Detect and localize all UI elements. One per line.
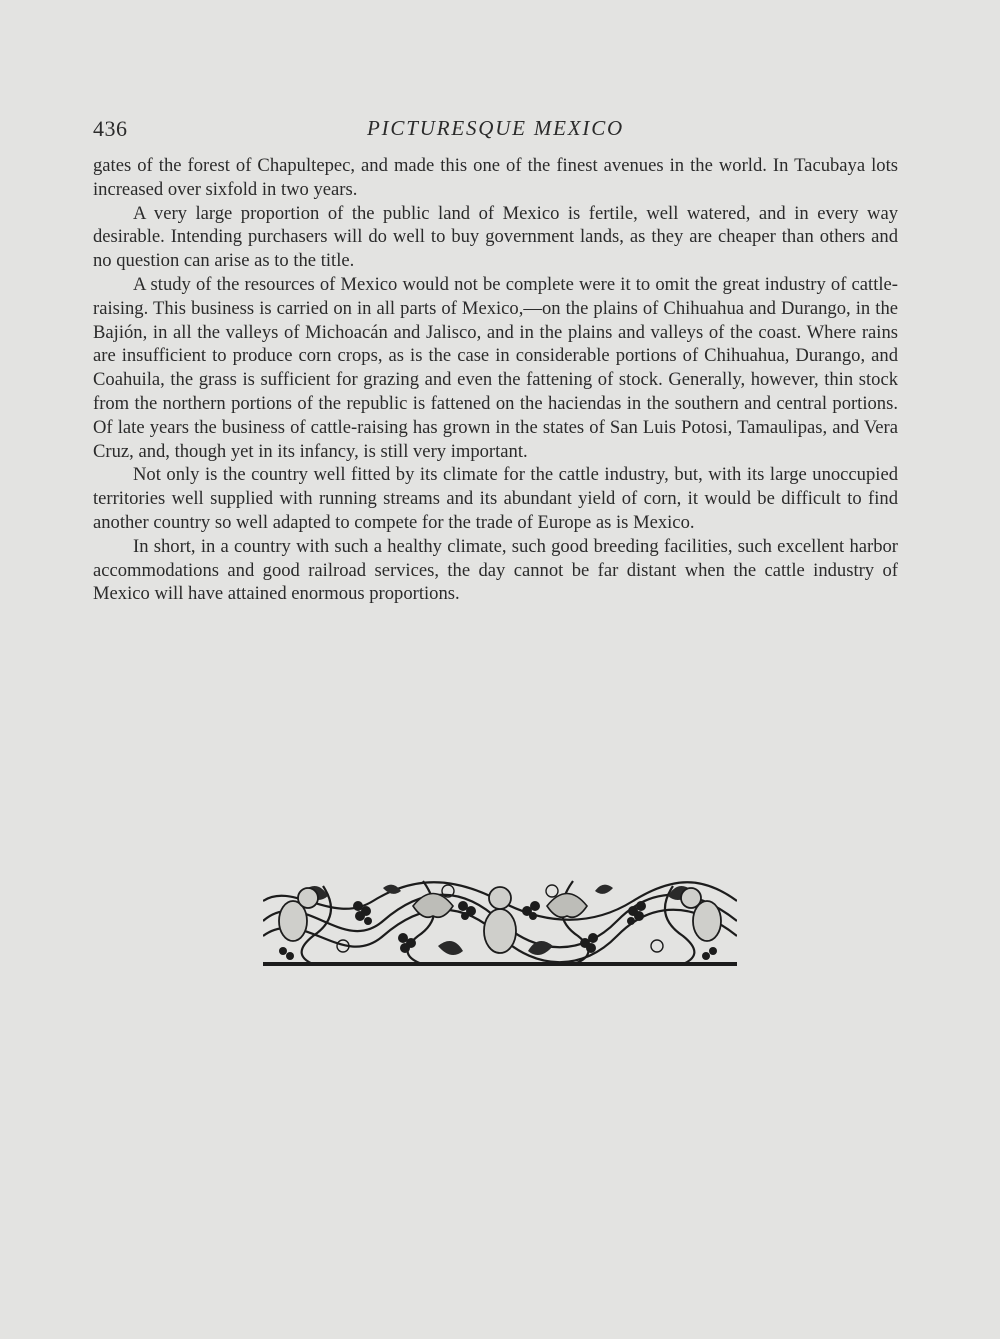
paragraph-cattle-raising: A study of the resources of Mexico would not be complete were it to omit the great industry of cattle-raising. This business is carried on in all parts of Mexico,—on the plains of Chihuahua and Durango, in the Bajión, in all the valleys of Michoacán and Jalisco, and in the plains and valleys of the coast. Where rains are insufficient to produce corn crops, as is the case in considerable portions of Chihuahua, Durango, and Coahuila, the grass is sufficient for grazing and even the fattening of stock. Generally, however, thin stock from the northern portions of the republic is fattened on the haciendas in the southern and central portions. Of late years the business of cattle-raising has grown in the states of San Luis Potosi, Tamaulipas, and Vera Cruz, and, though yet in its infancy, is still very important.: [93, 273, 898, 462]
page-header: [93, 116, 898, 146]
decorative-vine-cherub-band-icon: [263, 876, 737, 966]
body-text: [93, 154, 898, 606]
paragraph-continued: gates of the forest of Chapultepec, and made this one of the finest avenues in the world. In Tacubaya lots increased over sixfold in two years.: [93, 155, 898, 200]
running-title: PICTURESQUE MEXICO: [367, 116, 624, 140]
paragraph-conclusion: In short, in a country with such a healthy climate, such good breeding facilities, such excellent harbor accommodations and good railroad services, the day cannot be far distant when the cattle industry of Mexico will have attained enormous proportions.: [93, 535, 898, 605]
paragraph-public-land: A very large proportion of the public land of Mexico is fertile, well watered, and in every way desirable. Intending purchasers will do well to buy government lands, as they are cheaper than others and no question can arise as to the title.: [93, 202, 898, 272]
paragraph-country-fitness: Not only is the country well fitted by its climate for the cattle industry, but, with its large unoccupied territories well supplied with running streams and its abundant yield of corn, it would be difficult to find another country so well adapted to compete for the trade of Europe as is Mexico.: [93, 464, 898, 533]
page-number: 436: [93, 116, 128, 141]
